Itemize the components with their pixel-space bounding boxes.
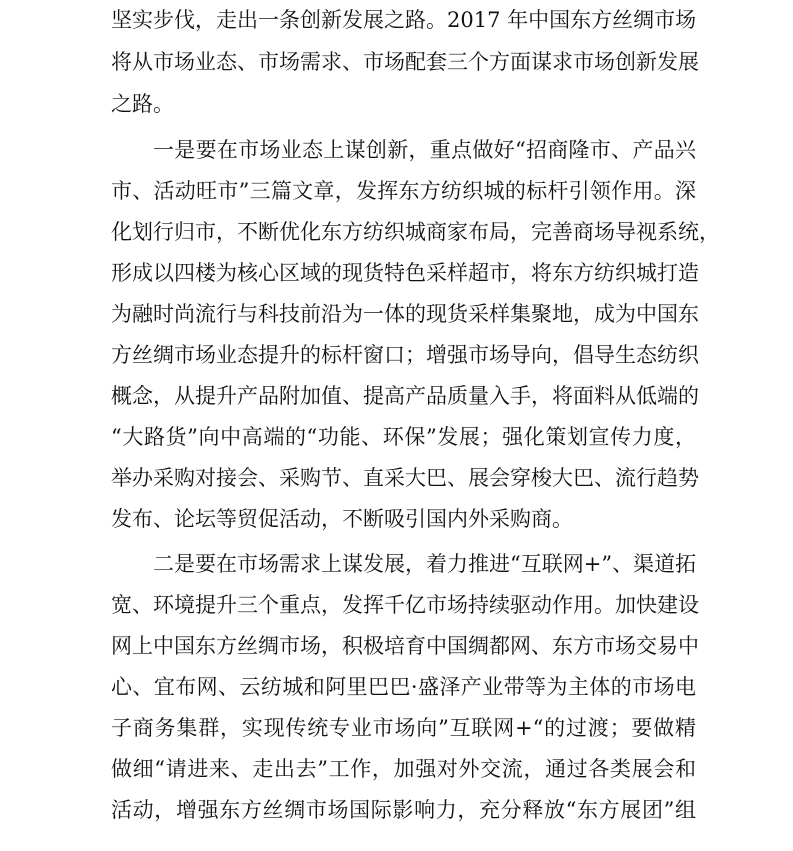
text-line-20: 活动，增强东方丝绸市场国际影响力，充分释放“东方展团”组 [111,798,696,822]
text-line-2: 将从市场业态、市场需求、市场配套三个方面谋求市场创新发展 [111,50,699,74]
text-line-1: 坚实步伐，走出一条创新发展之路。2017 年中国东方丝绸市场 [111,8,697,32]
text-line-19: 做细“请进来、走出去”工作，加强对外交流，通过各类展会和 [111,757,696,781]
text-line-12: 举办采购对接会、采购节、直采大巴、展会穿梭大巴、流行趋势 [111,466,699,490]
text-line-18: 子商务集群，实现传统专业市场向”互联网+“的过渡；要做精 [111,716,696,740]
text-line-6: 化划行归市，不断优化东方纺织城商家布局，完善商场导视系统， [111,220,720,244]
text-line-7: 形成以四楼为核心区域的现货特色采样超市，将东方纺织城打造 [111,261,699,285]
text-line-4: 一是要在市场业态上谋创新，重点做好“招商隆市、产品兴 [153,138,696,162]
text-line-14: 二是要在市场需求上谋发展，着力推进“互联网+”、渠道拓 [153,552,697,576]
text-line-15: 宽、环境提升三个重点，发挥千亿市场持续驱动作用。加快建设 [111,593,699,617]
text-line-9: 方丝绸市场业态提升的标杆窗口；增强市场导向，倡导生态纺织 [111,343,699,367]
text-line-13: 发布、论坛等贸促活动，不断吸引国内外采购商。 [111,507,573,531]
text-line-8: 为融时尚流行与科技前沿为一体的现货采样集聚地，成为中国东 [111,302,699,326]
text-line-16: 网上中国东方丝绸市场，积极培育中国绸都网、东方市场交易中 [111,634,699,658]
text-line-5: 市、活动旺市”三篇文章，发挥东方纺织城的标杆引领作用。深 [111,179,696,203]
text-line-17: 心、宜布网、云纺城和阿里巴巴·盛泽产业带等为主体的市场电 [111,675,696,699]
text-line-11: “大路货”向中高端的“功能、环保”发展；强化策划宣传力度， [111,425,696,449]
text-line-10: 概念，从提升产品附加值、提高产品质量入手，将面料从低端的 [111,384,699,408]
text-line-3: 之路。 [111,92,174,116]
